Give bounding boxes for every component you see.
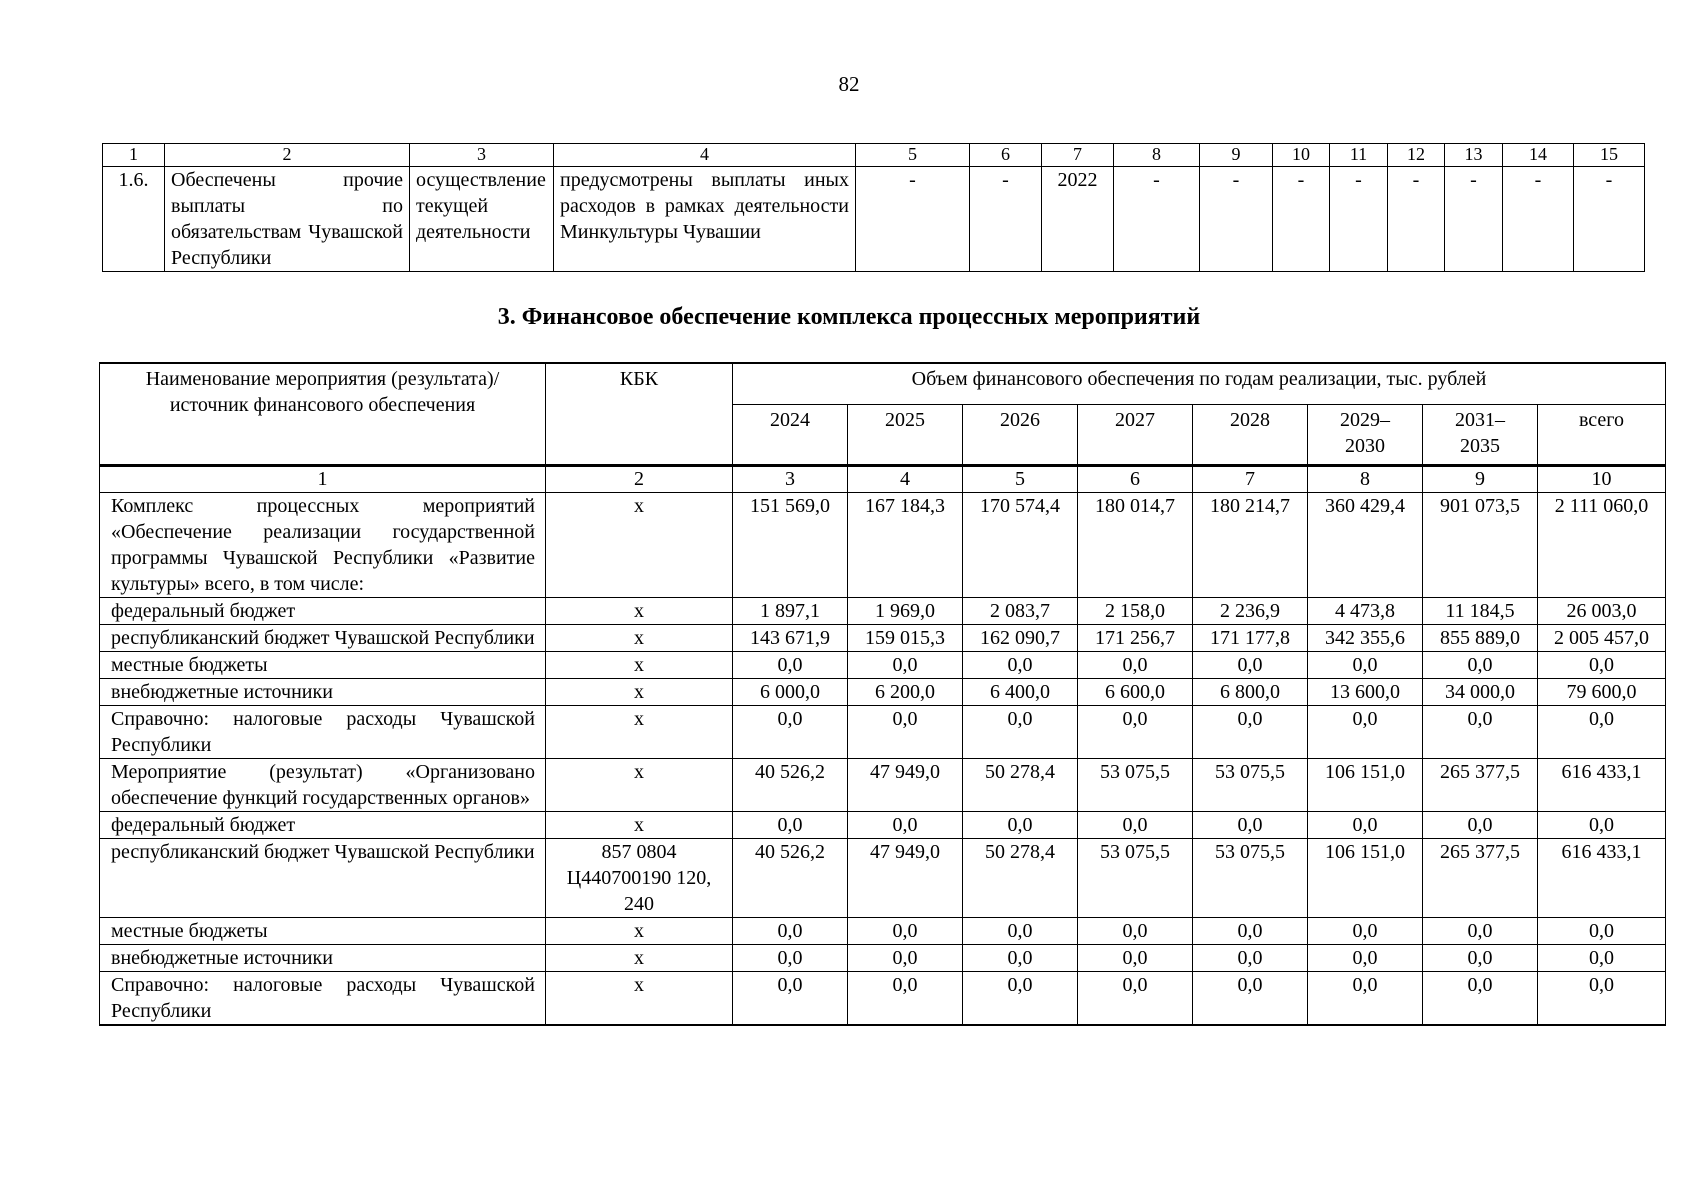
value-cell: 0,0 <box>963 945 1078 972</box>
row-kbk: х <box>546 679 733 706</box>
header-year: 2031–2035 <box>1423 405 1538 466</box>
value-cell: 47 949,0 <box>848 839 963 918</box>
row-name: республиканский бюджет Чувашской Республики <box>100 839 546 918</box>
value-cell: 2 083,7 <box>963 598 1078 625</box>
column-number: 8 <box>1308 466 1423 493</box>
value-cell: 34 000,0 <box>1423 679 1538 706</box>
value-cell: 0,0 <box>963 918 1078 945</box>
column-number: 4 <box>554 144 856 167</box>
table-row <box>100 812 1666 839</box>
value-cell: 0,0 <box>1423 652 1538 679</box>
table-row <box>100 839 1666 918</box>
value-cell: - <box>1388 167 1445 272</box>
column-number: 8 <box>1114 144 1200 167</box>
value-cell: 0,0 <box>1538 945 1666 972</box>
value-cell: 0,0 <box>1423 918 1538 945</box>
row-name: республиканский бюджет Чувашской Республики <box>100 625 546 652</box>
value-cell: 2022 <box>1042 167 1114 272</box>
value-cell: - <box>1200 167 1273 272</box>
table-row <box>103 167 1645 272</box>
value-cell: 53 075,5 <box>1078 839 1193 918</box>
value-cell: 1 969,0 <box>848 598 963 625</box>
value-cell: - <box>1445 167 1503 272</box>
value-cell: 79 600,0 <box>1538 679 1666 706</box>
value-cell: 1 897,1 <box>733 598 848 625</box>
row-name: Комплекс процессных мероприятий «Обеспечение реализации государственной программы Чувашской Республики «Развитие культуры» всего, в том числе: <box>100 493 546 598</box>
value-cell: 180 214,7 <box>1193 493 1308 598</box>
value-cell: - <box>1330 167 1388 272</box>
value-cell: 0,0 <box>1193 945 1308 972</box>
row-kbk: х <box>546 972 733 1026</box>
header-kbk: КБК <box>546 363 733 466</box>
results-table <box>102 143 1645 272</box>
value-cell: 0,0 <box>1078 706 1193 759</box>
value-cell: 0,0 <box>733 652 848 679</box>
value-cell: 26 003,0 <box>1538 598 1666 625</box>
value-cell: 40 526,2 <box>733 759 848 812</box>
header-year: 2029–2030 <box>1308 405 1423 466</box>
value-cell: 0,0 <box>1423 972 1538 1026</box>
value-cell: 0,0 <box>1538 972 1666 1026</box>
value-cell: 0,0 <box>848 918 963 945</box>
column-number: 4 <box>848 466 963 493</box>
column-number: 10 <box>1273 144 1330 167</box>
row-name: внебюджетные источники <box>100 679 546 706</box>
header-year: 2027 <box>1078 405 1193 466</box>
value-cell: 106 151,0 <box>1308 839 1423 918</box>
value-cell: 0,0 <box>1193 812 1308 839</box>
column-number: 14 <box>1503 144 1574 167</box>
value-cell: - <box>1503 167 1574 272</box>
table-row <box>100 598 1666 625</box>
value-cell: 171 177,8 <box>1193 625 1308 652</box>
value-cell: 0,0 <box>1078 972 1193 1026</box>
column-number: 2 <box>165 144 410 167</box>
header-volume: Объем финансового обеспечения по годам реализации, тыс. рублей <box>733 363 1666 405</box>
value-cell: 855 889,0 <box>1423 625 1538 652</box>
value-cell: 47 949,0 <box>848 759 963 812</box>
column-number: 10 <box>1538 466 1666 493</box>
column-number: 7 <box>1042 144 1114 167</box>
row-kbk: 857 0804 Ц440700190 120, 240 <box>546 839 733 918</box>
value-cell: 2 158,0 <box>1078 598 1193 625</box>
table-row <box>100 918 1666 945</box>
value-cell: 0,0 <box>1078 812 1193 839</box>
column-number: 2 <box>546 466 733 493</box>
value-cell: 162 090,7 <box>963 625 1078 652</box>
row-kbk: х <box>546 945 733 972</box>
row-name: местные бюджеты <box>100 652 546 679</box>
table-row <box>100 493 1666 598</box>
column-number: 7 <box>1193 466 1308 493</box>
value-cell: 11 184,5 <box>1423 598 1538 625</box>
header-year: 2028 <box>1193 405 1308 466</box>
result-description: предусмотрены выплаты иных расходов в рамках деятельности Минкультуры Чувашии <box>554 167 856 272</box>
row-name: федеральный бюджет <box>100 812 546 839</box>
value-cell: 6 200,0 <box>848 679 963 706</box>
table-row <box>100 759 1666 812</box>
value-cell: 4 473,8 <box>1308 598 1423 625</box>
table-row <box>100 679 1666 706</box>
value-cell: 6 600,0 <box>1078 679 1193 706</box>
row-name: Справочно: налоговые расходы Чувашской Республики <box>100 972 546 1026</box>
value-cell: 265 377,5 <box>1423 759 1538 812</box>
row-name: федеральный бюджет <box>100 598 546 625</box>
value-cell: 6 400,0 <box>963 679 1078 706</box>
value-cell: 0,0 <box>1308 812 1423 839</box>
value-cell: 0,0 <box>733 918 848 945</box>
value-cell: 6 000,0 <box>733 679 848 706</box>
table-row <box>100 972 1666 1026</box>
value-cell: 0,0 <box>1078 652 1193 679</box>
value-cell: 0,0 <box>733 945 848 972</box>
page-number: 82 <box>838 72 860 96</box>
value-cell: 0,0 <box>848 652 963 679</box>
value-cell: 0,0 <box>1193 918 1308 945</box>
value-cell: 0,0 <box>733 972 848 1026</box>
row-name: Мероприятие (результат) «Организовано обеспечение функций государственных органов» <box>100 759 546 812</box>
column-number: 9 <box>1200 144 1273 167</box>
result-type: осуществление текущей деятельности <box>410 167 554 272</box>
value-cell: 2 236,9 <box>1193 598 1308 625</box>
section-title: 3. Финансовое обеспечение комплекса процессных мероприятий <box>497 304 1201 330</box>
value-cell: 0,0 <box>848 972 963 1026</box>
column-number: 11 <box>1330 144 1388 167</box>
column-number: 13 <box>1445 144 1503 167</box>
value-cell: 50 278,4 <box>963 759 1078 812</box>
value-cell: 0,0 <box>1423 945 1538 972</box>
value-cell: 0,0 <box>848 812 963 839</box>
value-cell: 53 075,5 <box>1078 759 1193 812</box>
row-name: местные бюджеты <box>100 918 546 945</box>
value-cell: - <box>1574 167 1645 272</box>
value-cell: 0,0 <box>1308 945 1423 972</box>
column-number: 1 <box>100 466 546 493</box>
row-number: 1.6. <box>103 167 165 272</box>
value-cell: 901 073,5 <box>1423 493 1538 598</box>
row-kbk: х <box>546 493 733 598</box>
value-cell: 40 526,2 <box>733 839 848 918</box>
value-cell: 170 574,4 <box>963 493 1078 598</box>
value-cell: 0,0 <box>1538 812 1666 839</box>
value-cell: 0,0 <box>1538 918 1666 945</box>
header-year: 2024 <box>733 405 848 466</box>
header-row <box>100 363 1666 405</box>
value-cell: 0,0 <box>963 652 1078 679</box>
value-cell: 0,0 <box>1538 706 1666 759</box>
value-cell: 0,0 <box>1193 652 1308 679</box>
value-cell: 0,0 <box>733 812 848 839</box>
table-row <box>100 706 1666 759</box>
value-cell: 151 569,0 <box>733 493 848 598</box>
value-cell: 616 433,1 <box>1538 839 1666 918</box>
header-year: 2026 <box>963 405 1078 466</box>
header-name: Наименование мероприятия (результата)/ источник финансового обеспечения <box>100 363 546 466</box>
value-cell: 0,0 <box>1308 652 1423 679</box>
column-number: 6 <box>970 144 1042 167</box>
column-number-row <box>100 466 1666 493</box>
value-cell: 2 005 457,0 <box>1538 625 1666 652</box>
value-cell: 0,0 <box>1538 652 1666 679</box>
header-year: всего <box>1538 405 1666 466</box>
row-name: внебюджетные источники <box>100 945 546 972</box>
row-kbk: х <box>546 812 733 839</box>
value-cell: 0,0 <box>1078 918 1193 945</box>
value-cell: 0,0 <box>1308 972 1423 1026</box>
value-cell: 6 800,0 <box>1193 679 1308 706</box>
value-cell: 106 151,0 <box>1308 759 1423 812</box>
row-kbk: х <box>546 625 733 652</box>
value-cell: 0,0 <box>963 972 1078 1026</box>
column-number: 3 <box>733 466 848 493</box>
value-cell: 265 377,5 <box>1423 839 1538 918</box>
column-number: 5 <box>963 466 1078 493</box>
value-cell: 360 429,4 <box>1308 493 1423 598</box>
header-year: 2025 <box>848 405 963 466</box>
row-kbk: х <box>546 918 733 945</box>
value-cell: - <box>1273 167 1330 272</box>
value-cell: 0,0 <box>1308 706 1423 759</box>
value-cell: - <box>970 167 1042 272</box>
value-cell: - <box>1114 167 1200 272</box>
financing-table <box>99 362 1666 1026</box>
value-cell: 143 671,9 <box>733 625 848 652</box>
value-cell: 0,0 <box>1423 706 1538 759</box>
value-cell: 53 075,5 <box>1193 839 1308 918</box>
column-number: 15 <box>1574 144 1645 167</box>
value-cell: 159 015,3 <box>848 625 963 652</box>
value-cell: 0,0 <box>1308 918 1423 945</box>
value-cell: 0,0 <box>1193 972 1308 1026</box>
row-name: Справочно: налоговые расходы Чувашской Республики <box>100 706 546 759</box>
value-cell: 2 111 060,0 <box>1538 493 1666 598</box>
column-number-row <box>103 144 1645 167</box>
value-cell: 167 184,3 <box>848 493 963 598</box>
value-cell: 0,0 <box>1078 945 1193 972</box>
table-row <box>100 945 1666 972</box>
value-cell: 342 355,6 <box>1308 625 1423 652</box>
table-row <box>100 652 1666 679</box>
value-cell: 13 600,0 <box>1308 679 1423 706</box>
column-number: 9 <box>1423 466 1538 493</box>
value-cell: 0,0 <box>963 812 1078 839</box>
row-kbk: х <box>546 598 733 625</box>
column-number: 12 <box>1388 144 1445 167</box>
row-kbk: х <box>546 706 733 759</box>
value-cell: 0,0 <box>848 945 963 972</box>
value-cell: 50 278,4 <box>963 839 1078 918</box>
table-row <box>100 625 1666 652</box>
value-cell: 0,0 <box>733 706 848 759</box>
column-number: 3 <box>410 144 554 167</box>
row-kbk: х <box>546 652 733 679</box>
value-cell: - <box>856 167 970 272</box>
value-cell: 0,0 <box>1423 812 1538 839</box>
value-cell: 616 433,1 <box>1538 759 1666 812</box>
value-cell: 171 256,7 <box>1078 625 1193 652</box>
value-cell: 0,0 <box>848 706 963 759</box>
value-cell: 0,0 <box>963 706 1078 759</box>
row-kbk: х <box>546 759 733 812</box>
column-number: 5 <box>856 144 970 167</box>
column-number: 1 <box>103 144 165 167</box>
value-cell: 180 014,7 <box>1078 493 1193 598</box>
value-cell: 53 075,5 <box>1193 759 1308 812</box>
column-number: 6 <box>1078 466 1193 493</box>
result-name: Обеспечены прочие выплаты по обязательствам Чувашской Республики <box>165 167 410 272</box>
value-cell: 0,0 <box>1193 706 1308 759</box>
